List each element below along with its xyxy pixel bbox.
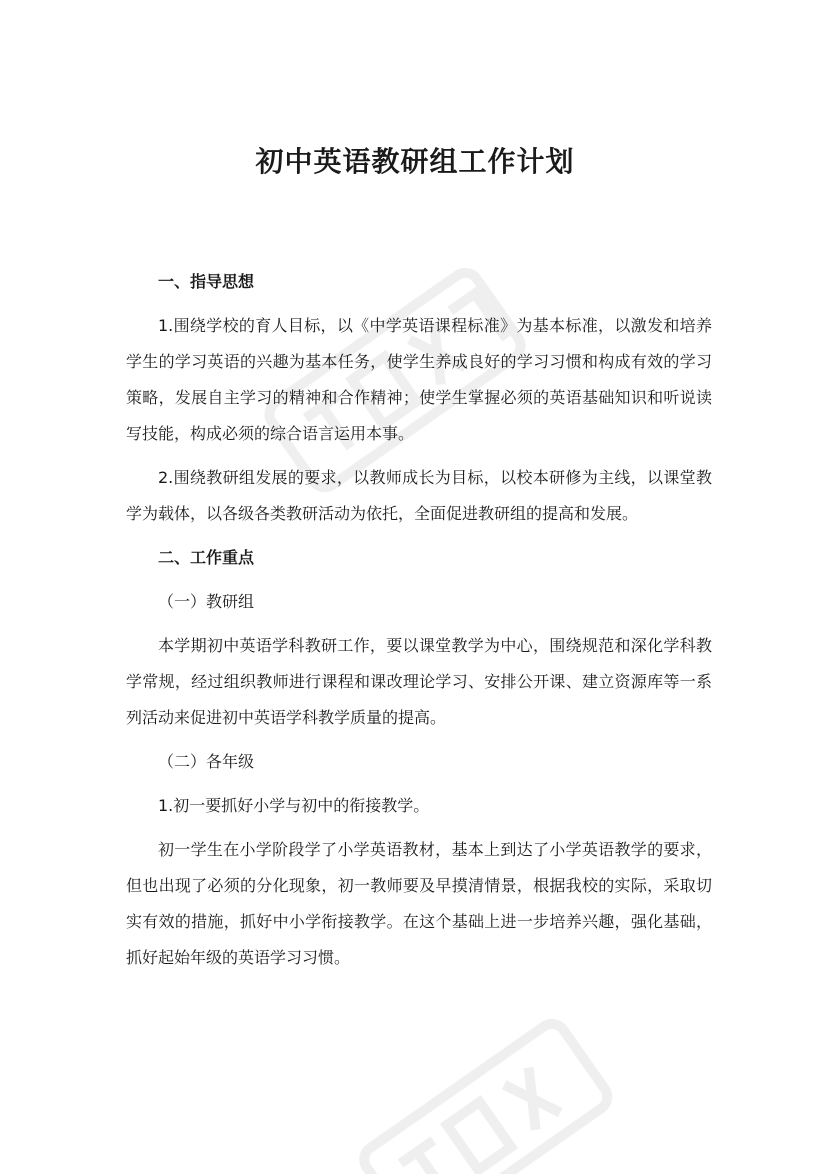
paragraph-guiding-2: 2.围绕教研组发展的要求，以教师成长为目标，以校本研修为主线，以课堂教学为载体，以各级各类教研活动为依托，全面促进教研组的提高和发展。 [126, 468, 712, 523]
paragraph-research-group: 本学期初中英语学科教研工作，要以课堂教学为中心，围绕规范和深化学科教学常规，经过组织教师进行课程和课改理论学习、安排公开课、建立资源库等一系列活动来促进初中英语学科教学质量的提高。 [126, 636, 712, 727]
paragraph-guiding-1: 1.围绕学校的育人目标，以《中学英语课程标准》为基本标准，以激发和培养学生的学习英语的兴趣为基本任务，使学生养成良好的学习习惯和构成有效的学习策略，发展自主学习的精神和合作精神；使学生掌握必须的英语基础知识和听说读写技能，构成必须的综合语言运用本事。 [126, 316, 712, 443]
list-item-grade7-transition: 1.初一要抓好小学与初中的衔接教学。 [158, 796, 430, 815]
paragraph-grade7-transition: 初一学生在小学阶段学了小学英语教材，基本上到达了小学英语教学的要求，但也出现了必须的分化现象，初一教师要及早摸清情景，根据我校的实际，采取切实有效的措施，抓好中小学衔接教学。在这个基础上进一步培养兴趣，强化基础，抓好起始年级的英语学习习惯。 [126, 840, 712, 967]
subheading-teaching-research-group: （一）教研组 [158, 592, 255, 611]
document-body [126, 264, 712, 984]
watermark-stamp-icon-bottom [330, 1010, 630, 1174]
subheading-grades: （二）各年级 [158, 752, 255, 771]
page-title: 初中英语教研组工作计划 [255, 145, 575, 178]
section-heading-work-focus: 二、工作重点 [158, 548, 255, 567]
section-heading-guiding-ideology: 一、指导思想 [158, 272, 255, 291]
